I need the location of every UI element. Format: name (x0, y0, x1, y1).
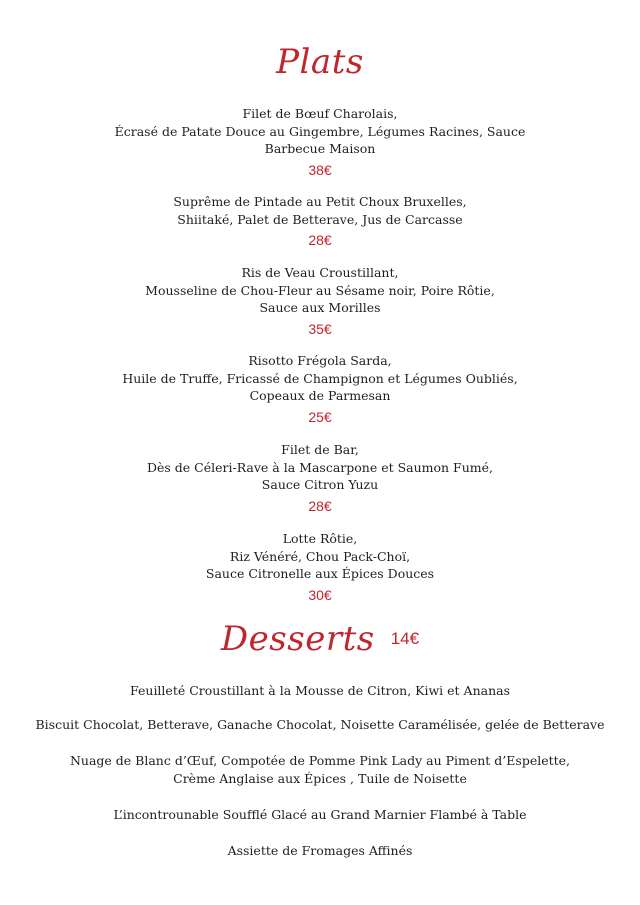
dish-line: Risotto Frégola Sarda, (248, 353, 392, 368)
dessert-item (0, 806, 640, 824)
dish-line: Dès de Céleri-Rave à la Mascarpone et Saumon Fumé, (146, 459, 494, 475)
dish-line: Ris de Veau Croustillant, (241, 265, 399, 280)
dish-item (0, 193, 640, 250)
dish-line: Huile de Truffe, Fricassé de Champignon et Légumes Oubliés, (122, 370, 518, 386)
dish-line: Filet de Bar, (281, 442, 359, 457)
dish-line: Riz Vénéré, Chou Pack-Choï, (229, 548, 411, 564)
dish-item (0, 352, 640, 427)
dessert-line: Nuage de Blanc d’Œuf, Compotée de Pomme Pink Lady au Piment d’Espelette, (69, 753, 571, 768)
dish-line: Shiitaké, Palet de Betterave, Jus de Carcasse (177, 211, 463, 227)
dish-price: 28€ (308, 497, 332, 514)
dish-item (0, 105, 640, 180)
dessert-item (0, 752, 640, 787)
dish-line: Sauce Citron Yuzu (261, 477, 379, 492)
dish-item (0, 530, 640, 605)
dish-line: Écrasé de Patate Douce au Gingembre, Légumes Racines, Sauce (114, 123, 526, 139)
dessert-item (0, 716, 640, 734)
dish-item (0, 264, 640, 339)
dish-item (0, 441, 640, 516)
dish-price: 38€ (308, 161, 332, 178)
dish-line: Suprême de Pintade au Petit Choux Bruxelles, (173, 194, 467, 209)
dish-line: Mousseline de Chou-Fleur au Sésame noir, Poire Rôtie, (145, 282, 495, 298)
desserts-title-text: Desserts (220, 619, 375, 659)
plats-title-text: Plats (276, 42, 364, 82)
dish-line: Sauce aux Morilles (259, 300, 381, 315)
dessert-item (0, 682, 640, 700)
dessert-line: Biscuit Chocolat, Betterave, Ganache Chocolat, Noisette Caramélisée, gelée de Betterave (35, 717, 605, 732)
dessert-line: Crème Anglaise aux Épices , Tuile de Noisette (173, 770, 467, 786)
plats-title (0, 42, 640, 82)
dish-line: Filet de Bœuf Charolais, (242, 106, 398, 121)
dish-price: 35€ (308, 320, 332, 337)
dish-price: 30€ (308, 586, 332, 603)
dish-line: Lotte Rôtie, (282, 531, 358, 546)
dish-line: Barbecue Maison (264, 141, 376, 156)
desserts-price: 14€ (390, 629, 420, 648)
dish-price: 25€ (308, 408, 332, 425)
dessert-line: L’incontrounable Soufflé Glacé au Grand Marnier Flambé à Table (113, 807, 527, 822)
dessert-line: Assiette de Fromages Affinés (227, 843, 413, 858)
desserts-title (0, 619, 640, 659)
dessert-line: Feuilleté Croustillant à la Mousse de Citron, Kiwi et Ananas (130, 683, 510, 698)
dessert-item (0, 842, 640, 860)
dish-line: Sauce Citronelle aux Épices Douces (205, 566, 435, 581)
dish-line: Copeaux de Parmesan (249, 388, 391, 403)
dish-price: 28€ (308, 232, 332, 248)
